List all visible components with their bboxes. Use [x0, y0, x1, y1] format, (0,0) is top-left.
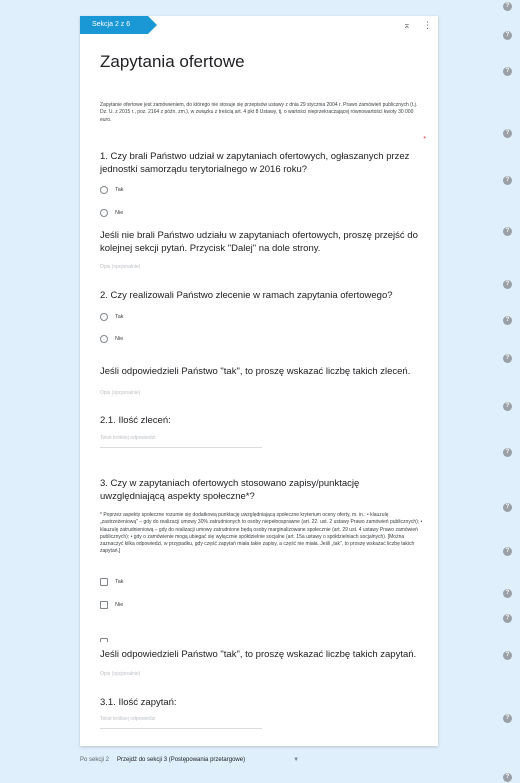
q3-option-nie[interactable] — [100, 600, 123, 610]
help-icon[interactable]: ? — [503, 316, 512, 325]
help-icon[interactable]: ? — [503, 589, 512, 598]
checkbox-icon — [100, 578, 108, 586]
option-label: Tak — [115, 579, 124, 585]
section-title[interactable]: Zapytania ofertowe — [100, 52, 245, 71]
info-block-1-title[interactable]: Jeśli nie brali Państwo udziału w zapytaniach ofertowych, proszę przejść do kolejnej sekcji pytań. Przycisk "Dalej" na dole strony. — [100, 230, 418, 254]
question-3-title[interactable]: 3. Czy w zapytaniach ofertowych stosowano zapisy/punktację uwzględniającą aspekty społeczne*? — [100, 478, 360, 502]
option-label: Nie — [115, 336, 124, 342]
short-answer-field[interactable]: Tekst krótkiej odpowiedzi — [100, 716, 262, 729]
help-icon[interactable]: ? — [503, 2, 512, 11]
after-section-label: Po sekcji 2 — [80, 757, 110, 763]
question-1-title[interactable]: 1. Czy brali Państwo udział w zapytaniach ofertowych, ogłaszanych przez jednostki samorządu terytorialnego w 2016 roku? — [100, 151, 410, 175]
q3-option-clipped — [100, 638, 130, 642]
help-icon[interactable]: ? — [503, 614, 512, 623]
radio-icon — [100, 186, 108, 194]
q1-option-tak[interactable] — [100, 185, 124, 195]
checkbox-icon — [100, 601, 108, 609]
q2-option-nie[interactable] — [100, 334, 123, 344]
question-2-1-title[interactable]: 2.1. Ilość zleceń: — [100, 415, 171, 426]
help-icon[interactable]: ? — [503, 503, 512, 512]
question-3-description[interactable]: * Poprzez aspekty społeczne rozumie się dodatkową punktację uwzględniającą społeczne kryterium oceny oferty, m. in.: • klauzulę „zastrzeżeniową" – gdy do realizacji umowy 30% zatrudnionych to osoby niepełnosprawne (art. 22. ust. 2 ustawy Prawo zamówień publicznych); • klauzulę zatrudnieniową – gdy do realizacji umowy zatrudnione będą osoby marginalizowane społecznie (art. 29 ust. 4 ustawy Prawo zamówień publicznych); • gdy o zamówienie mogą ubiegać się wyłącznie spółdzielnie socjalne (art. 15a ustawy o spółdzielniach socjalnych). [Można zaznaczyć kilka odpowiedzi, w przypadku, gdy część zapytań miała takie zapisy, a część nie miała. Jeśli „tak", to proszę wskazać liczbę takich zapytań.] — [100, 512, 423, 555]
question-3-1-title[interactable]: 3.1. Ilość zapytań: — [100, 697, 177, 708]
required-marker: * — [423, 136, 426, 143]
q3-option-tak[interactable] — [100, 577, 124, 587]
more-vert-icon[interactable]: ⋮ — [423, 20, 432, 30]
checkbox-icon — [100, 638, 108, 642]
section-card — [80, 16, 438, 746]
card-tools — [393, 20, 432, 31]
radio-icon — [100, 313, 108, 321]
radio-icon — [100, 209, 108, 217]
info-block-1-description[interactable]: Opis (opcjonalnie) — [100, 264, 141, 270]
short-answer-field[interactable]: Tekst krótkiej odpowiedzi — [100, 435, 262, 448]
after-section-value: Przejdź do sekcji 3 (Postępowania przetargowe) — [117, 757, 246, 763]
help-icon[interactable]: ? — [503, 651, 512, 660]
help-icon[interactable]: ? — [503, 129, 512, 138]
help-icon[interactable]: ? — [503, 714, 512, 723]
after-section-navigation[interactable] — [80, 757, 299, 763]
section-description[interactable]: Zapytanie ofertowe jest zamówieniem, do którego nie stosuje się przepisów ustawy z dnia 29 stycznia 2004 r. Prawo zamówień publicznych (t.j. Dz. U. z 2015 r., poz. 2164 z późn. zm.), w związku z treścią art. 4 pkt 8 Ustawy, tj. o wartości nieprzekraczającej równowartości kwoty 30 000 euro. — [100, 102, 418, 123]
collapse-icon[interactable]: ⌅ — [402, 20, 411, 30]
info-block-2-description[interactable]: Opis (opcjonalnie) — [100, 390, 141, 396]
help-icon[interactable]: ? — [503, 176, 512, 185]
help-icon[interactable]: ? — [503, 31, 512, 40]
help-icon[interactable]: ? — [503, 67, 512, 76]
info-block-3-title[interactable]: Jeśli odpowiedzieli Państwo "tak", to proszę wskazać liczbę takich zapytań. — [100, 649, 417, 660]
q2-option-tak[interactable] — [100, 312, 124, 322]
option-label: Nie — [115, 210, 124, 216]
q1-option-nie[interactable] — [100, 208, 123, 218]
help-icon[interactable]: ? — [503, 547, 512, 556]
dropdown-caret-icon: ▼ — [293, 757, 300, 763]
option-label: Tak — [115, 187, 124, 193]
section-tab[interactable]: Sekcja 2 z 6 — [80, 16, 148, 34]
option-label: Tak — [115, 314, 124, 320]
option-label: Nie — [115, 602, 124, 608]
help-icon[interactable]: ? — [503, 227, 512, 236]
help-icon[interactable]: ? — [503, 280, 512, 289]
info-block-2-title[interactable]: Jeśli odpowiedzieli Państwo "tak", to proszę wskazać liczbę takich zleceń. — [100, 366, 411, 377]
help-icon[interactable]: ? — [503, 448, 512, 457]
help-icon[interactable]: ? — [503, 402, 512, 411]
info-block-3-description[interactable]: Opis (opcjonalnie) — [100, 671, 141, 677]
question-2-title[interactable]: 2. Czy realizowali Państwo zlecenie w ramach zapytania ofertowego? — [100, 290, 393, 301]
help-icon[interactable]: ? — [503, 354, 512, 363]
radio-icon — [100, 335, 108, 343]
help-icon[interactable]: ? — [503, 773, 512, 782]
